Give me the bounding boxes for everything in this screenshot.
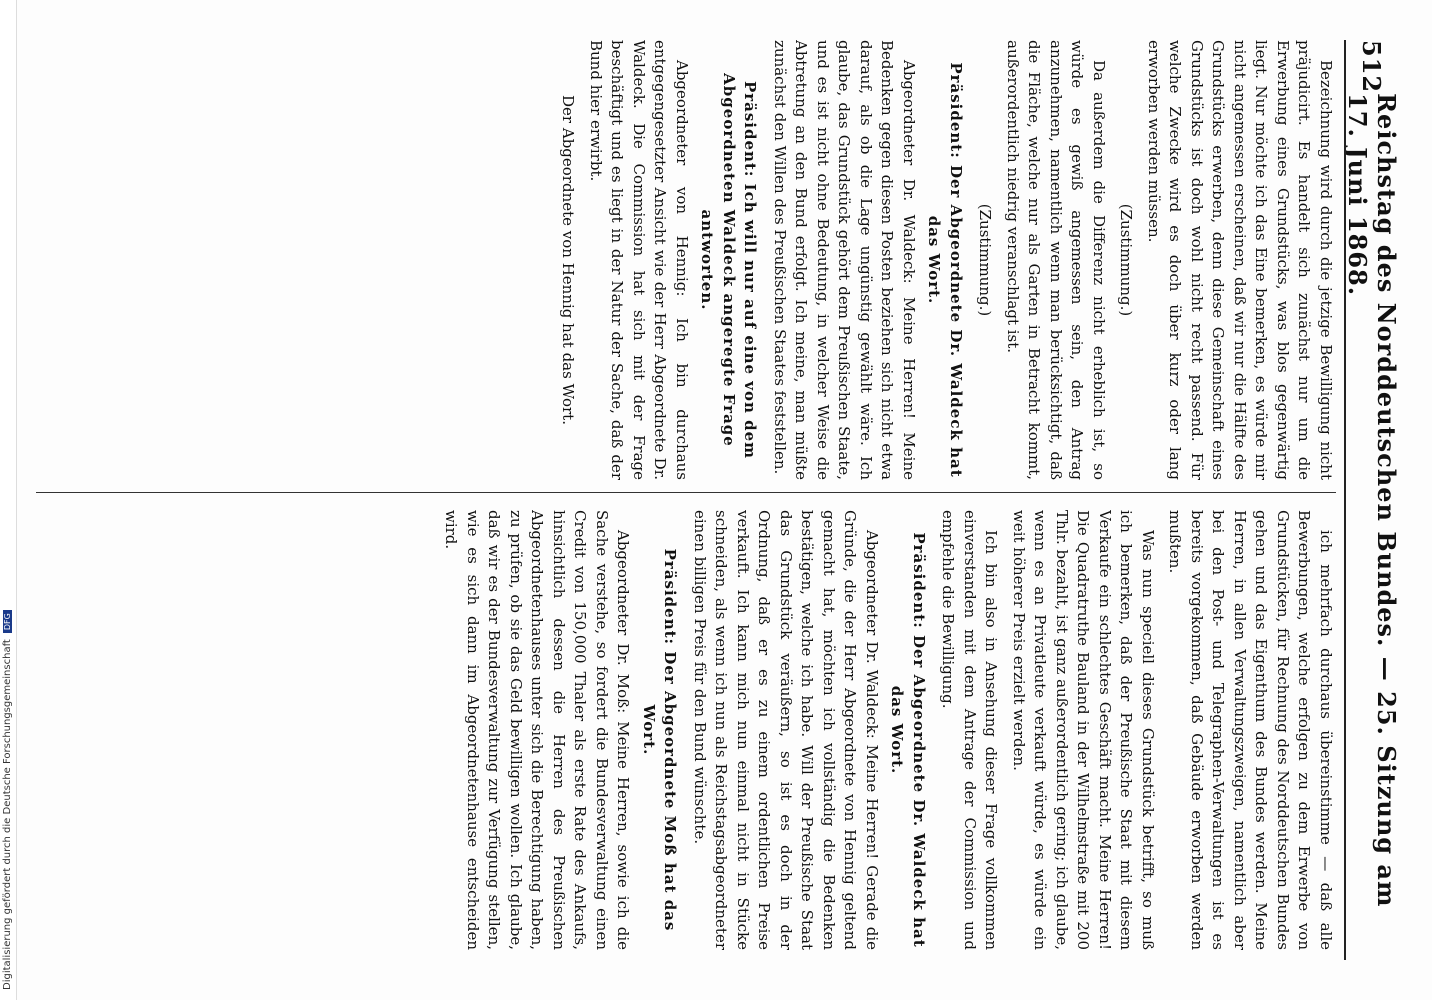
- page-number: 512: [1357, 40, 1387, 94]
- header-title: Reichstag des Norddeutschen Bundes. — 25. Sitzung am 17. Juni 1868.: [1343, 93, 1401, 908]
- right-paragraph-3: Ich bin also in Ansehung dieser Frage vollkommen einverstanden mit dem Antrage der Commission und empfehle die Bewilligung.: [939, 510, 1001, 950]
- right-paragraph-1: ich mehrfach durchaus übereinstimme — daß alle Bewerbungen, welche erfolgen zu dem Erwerbe von Grundstücken, für Rechnung des Norddeutschen Bundes gehen und das Eigenthum des Bundes werden. Meine Herren, in allen Verwaltungszweigen, namentlich aber bei den Post- und Telegraphen-Verwaltungen ist es bereits vorgekommen, daß Gebäude erworben werden mußten.: [1166, 510, 1335, 950]
- right-paragraph-2: Was nun speciell dieses Grundstück betrifft, so muß ich bemerken, daß der Preußische Staat mit diesem Verkaufe ein schlechtes Geschäft macht. Meine Herren! Die Quadratruthe Bauland in der Wilhelmstraße mit 200 Thlr. bezahlt, ist ganz außerordentlich gering; ich glaube, wenn es an Privatleute verkauft würde, es würde ein weit höherer Preis erzielt werden.: [1010, 510, 1157, 950]
- right-speaker-1: Präsident: Der Abgeordnete Dr. Waldeck hat das Wort.: [888, 532, 928, 948]
- left-speaker-2: Präsident: Ich will nur auf eine von dem Abgeordneten Waldeck angeregte Frage antworten.: [698, 73, 760, 460]
- left-speaker-1: Präsident: Der Abgeordnete Dr. Waldeck hat das Wort.: [925, 62, 965, 478]
- left-paragraph-1: Bezeichnung wird durch die jetzige Bewilligung nicht präjudicirt. Es handelt sich zunächst nur um die Erwerbung eines Grundstücks, was blos gegenwärtig liegt. Nur möchte ich das Eine bemerken, es würde mir nicht angemessen erscheinen, daß wir nur die Hälfte des Grundstücks erwerben, denn diese Gemeinschaft eines Grundstücks ist doch wohl nicht recht passend. Für welche Zwecke wird es doch über kurz oder lang erworben werden müssen.: [1145, 40, 1335, 480]
- left-paragraph-5: Der Abgeordnete von Hennig hat das Wort.: [559, 95, 578, 425]
- left-column: [36, 40, 1336, 480]
- left-paragraph-3: Abgeordneter Dr. Waldeck: Meine Herren! Meine Bedenken gegen diesen Posten beziehen sich nicht etwa darauf, als ob die Lage ungünstig gewählt wäre. Ich glaube, das Grundstück gehört dem Preußischen Staate, und es ist nicht ohne Bedeutung, in welcher Weise die Abtretung an den Bund erfolgt. Ich meine, man müßte zunächst den Willen des Preußischen Staates feststellen.: [771, 40, 918, 480]
- right-speaker-2: Präsident: Der Abgeordnete Moß hat das Wort.: [640, 548, 680, 932]
- column-divider: [36, 492, 1336, 493]
- right-paragraph-5: Abgeordneter Dr. Moß: Meine Herren, sowie ich die Sache verstehe, so fordert die Bundesverwaltung einen Credit von 150,000 Thaler als erste Rate des Ankaufs, hinsichtlich dessen die Herren des Preußischen Abgeordnetenhauses unter sich die Berechtigung haben, zu prüfen, ob sie das Geld bewilligen wollen. Ich glaube, daß wir es der Bundesverwaltung zur Verfügung stellen, wie es sich dann im Abgeordnetenhause entscheiden wird.: [442, 510, 633, 950]
- left-paragraph-2: Da außerdem die Differenz nicht erheblich ist, so würde es gewiß angemessen sein, den Antrag anzunehmen, namentlich wenn man berücksichtigt, daß die Fläche, welche nur als Garten in Betracht kommt, außerordentlich niedrig veranschlagt ist.: [1004, 40, 1108, 480]
- left-interjection-1: (Zustimmung.): [1117, 203, 1136, 317]
- right-paragraph-4: Abgeordneter Dr. Waldeck: Meine Herren! Gerade die Gründe, die der Herr Abgeordnete von Hennig geltend gemacht hat, möchten ich vollständig die Bedenken bestätigen, welche ich habe. Will der Preußische Staat das Grundstück veräußern, so ist es doch in der Ordnung, daß er es zu einem ordentlichen Preise verkauft. Ich kann mich nun einmal nicht in Stücke schneiden, als wenn ich nun als Reichstagsabgeordneter einen billigen Preis für den Bund wünschte.: [691, 510, 881, 950]
- running-header: [1343, 40, 1401, 960]
- dfg-logo-icon: DFG: [3, 610, 12, 633]
- header-rule: [1344, 40, 1346, 960]
- left-interjection-2: (Zustimmung.): [976, 203, 995, 317]
- left-paragraph-4: Abgeordneter von Hennig: Ich bin durchaus entgegengesetzter Ansicht wie der Herr Abgeordnete Dr. Waldeck. Die Commission hat sich mit der Frage beschäftigt und es liegt in der Natur der Sache, daß der Bund hier erwirbt.: [587, 40, 691, 480]
- credit-label: Digitalisierung gefördert durch die Deutsche Forschungsgemeinschaft: [2, 639, 13, 990]
- right-column: [36, 510, 1336, 950]
